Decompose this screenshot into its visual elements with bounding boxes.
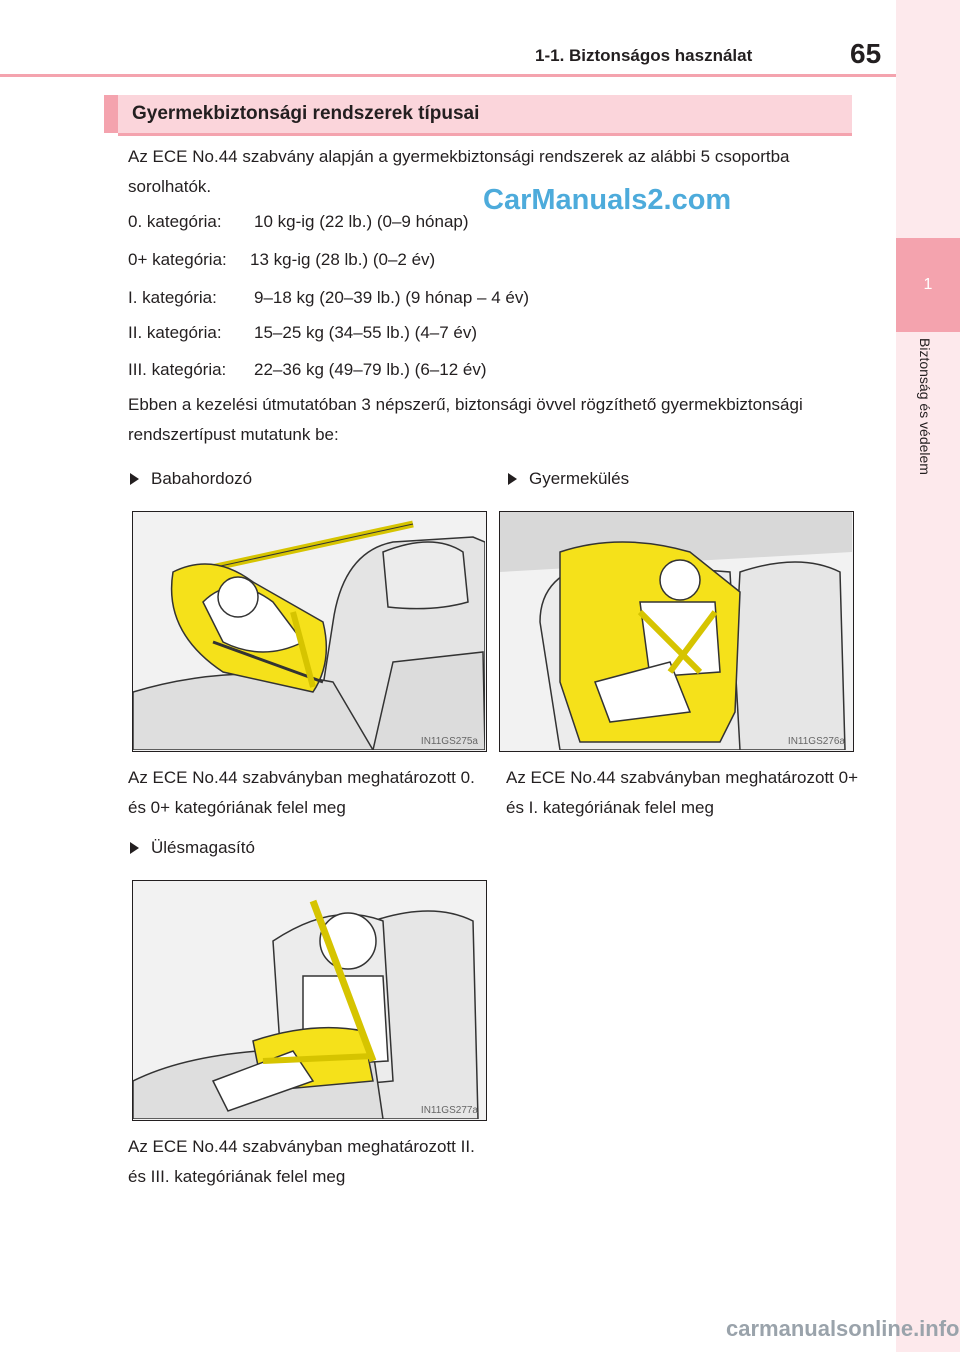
figure-caption: Az ECE No.44 szabványban meghatározott II. és III. kategóriának felel meg bbox=[128, 1137, 475, 1186]
seat-type-title: Gyermekülés bbox=[529, 469, 630, 488]
booster-seat-illustration bbox=[132, 880, 487, 1121]
header-rule bbox=[0, 74, 896, 77]
side-tab bbox=[896, 0, 960, 1352]
section-header bbox=[104, 95, 852, 133]
category-row bbox=[128, 250, 436, 270]
category-value: 15–25 kg (34–55 lb.) (4–7 év) bbox=[254, 323, 478, 342]
figure-code: IN11GS276a bbox=[787, 736, 845, 747]
category-row bbox=[128, 212, 469, 232]
category-row bbox=[128, 323, 478, 343]
category-label: III. kategória: bbox=[128, 360, 227, 379]
infant-carrier-illustration bbox=[132, 511, 487, 752]
child-seat-illustration bbox=[499, 511, 854, 752]
category-label: 0. kategória: bbox=[128, 212, 222, 231]
section-underline bbox=[118, 133, 852, 136]
category-label: II. kategória: bbox=[128, 323, 222, 342]
outro-paragraph: Ebben a kezelési útmutatóban 3 népszerű, biztonsági övvel rögzíthető gyermekbiztonsági rendszertípust mutatunk be: bbox=[128, 395, 803, 444]
header-title: 1-1. Biztonságos használat bbox=[535, 46, 753, 65]
category-row bbox=[128, 288, 530, 308]
figure-code: IN11GS275a bbox=[420, 736, 478, 747]
category-value: 10 kg-ig (22 lb.) (0–9 hónap) bbox=[254, 212, 469, 231]
figure-caption: Az ECE No.44 szabványban meghatározott 0. és 0+ kategóriának felel meg bbox=[128, 768, 475, 817]
bullet-triangle-icon bbox=[130, 473, 139, 485]
seat-type-title: Ülésmagasító bbox=[151, 838, 255, 857]
category-row bbox=[128, 360, 487, 380]
bullet-triangle-icon bbox=[508, 473, 517, 485]
bullet-triangle-icon bbox=[130, 842, 139, 854]
seat-type-heading bbox=[508, 469, 629, 489]
category-value: 13 kg-ig (28 lb.) (0–2 év) bbox=[250, 250, 436, 269]
seat-type-heading bbox=[130, 838, 255, 858]
seat-type-heading bbox=[130, 469, 252, 489]
watermark-top: CarManuals2.com bbox=[483, 184, 732, 216]
category-value: 22–36 kg (49–79 lb.) (6–12 év) bbox=[254, 360, 487, 379]
figure-code: IN11GS277a bbox=[420, 1105, 478, 1116]
section-title: Gyermekbiztonsági rendszerek típusai bbox=[132, 103, 480, 124]
side-chapter-number: 1 bbox=[923, 276, 933, 293]
side-chapter-box[interactable] bbox=[896, 238, 960, 332]
seat-type-title: Babahordozó bbox=[151, 469, 253, 488]
category-label: 0+ kategória: bbox=[128, 250, 227, 269]
category-label: I. kategória: bbox=[128, 288, 217, 307]
page-number: 65 bbox=[850, 38, 882, 69]
watermark-bottom: carmanualsonline.info bbox=[726, 1316, 960, 1341]
figure-caption: Az ECE No.44 szabványban meghatározott 0+ és I. kategóriának felel meg bbox=[506, 768, 859, 817]
side-chapter-title: Biztonság és védelem bbox=[917, 338, 933, 475]
intro-paragraph: Az ECE No.44 szabvány alapján a gyermekbiztonsági rendszerek az alábbi 5 csoportba sorolhatók. bbox=[128, 147, 790, 196]
category-value: 9–18 kg (20–39 lb.) (9 hónap – 4 év) bbox=[254, 288, 530, 307]
